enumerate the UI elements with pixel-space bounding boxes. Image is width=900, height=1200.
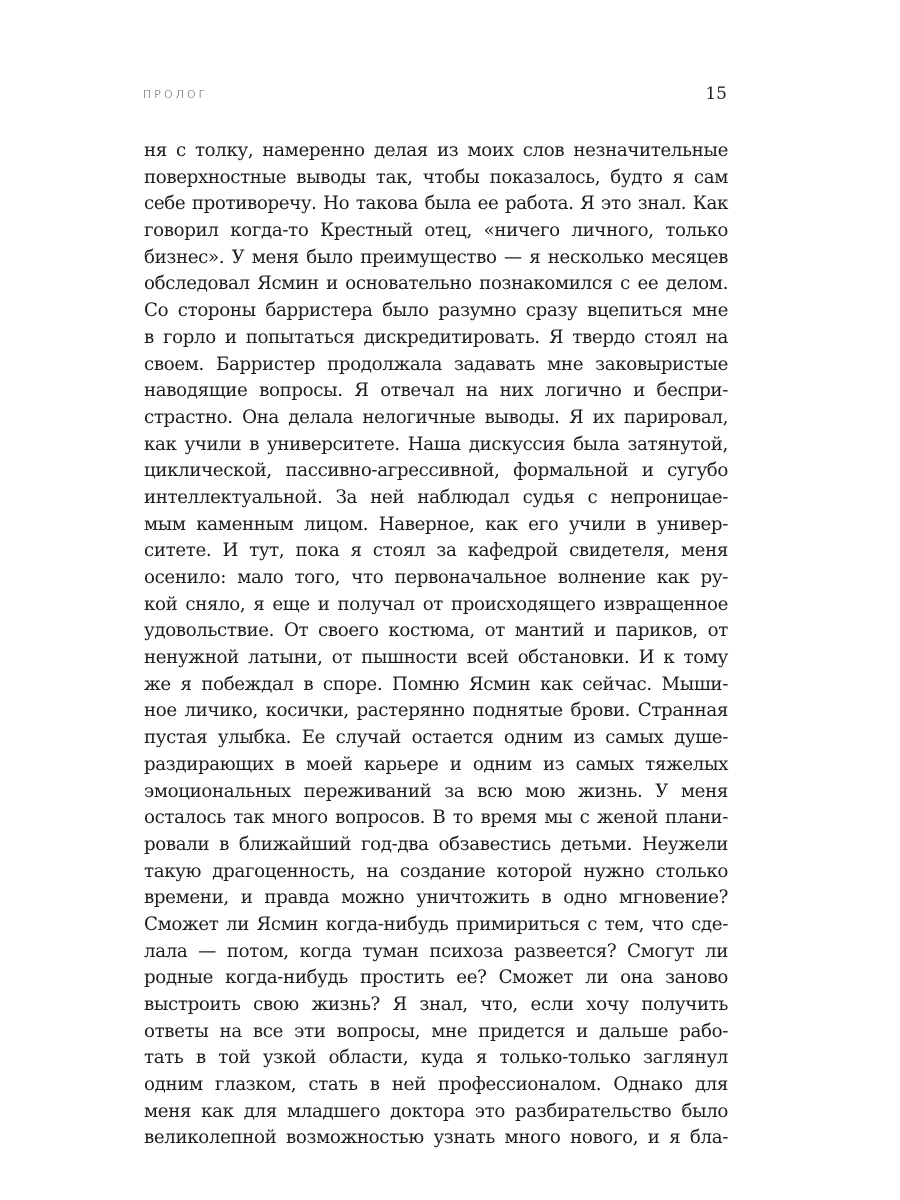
text-line: родные когда-нибудь простить ее? Сможет ли она заново	[144, 967, 728, 989]
text-line: ное личико, косички, растерянно поднятые брови. Странная	[144, 700, 728, 722]
text-line: осталось так много вопросов. В то время мы с женой плани-	[144, 807, 728, 829]
text-line: эмоциональных переживаний за всю мою жизнь. У меня	[144, 780, 728, 802]
body-text	[144, 138, 728, 1152]
text-line: говорил когда-то Крестный отец, «ничего личного, только	[144, 220, 728, 242]
text-line: тать в той узкой области, куда я только-только заглянул	[144, 1047, 728, 1069]
text-line: обследовал Ясмин и основательно познакомился с ее делом.	[144, 273, 728, 295]
text-line: такую драгоценность, на создание которой нужно столько	[144, 860, 728, 882]
text-line: как учили в университете. Наша дискуссия была затянутой,	[144, 433, 728, 455]
text-line: лала — потом, когда туман психоза развеется? Смогут ли	[144, 940, 728, 962]
text-line: в горло и попытаться дискредитировать. Я твердо стоял на	[144, 326, 728, 348]
text-line: раздирающих в моей карьере и одним из самых тяжелых	[144, 753, 728, 775]
text-line: бизнес». У меня было преимущество — я несколько месяцев	[144, 246, 728, 268]
text-line: одним глазком, стать в ней профессионалом. Однако для	[144, 1074, 728, 1096]
text-line: осенило: мало того, что первоначальное волнение как ру-	[144, 567, 728, 588]
text-line: себе противоречу. Но такова была ее работа. Я это знал. Как	[144, 193, 728, 215]
page-number: 15	[705, 84, 727, 104]
text-line: ситете. И тут, пока я стоял за кафедрой свидетеля, меня	[144, 540, 728, 562]
text-line: меня как для младшего доктора это разбирательство было	[144, 1100, 728, 1122]
text-line: ня с толку, намеренно делая из моих слов незначительные	[144, 140, 728, 161]
text-line: циклической, пассивно-агрессивной, формальной и сугубо	[144, 460, 728, 482]
text-line: ровали в ближайший год-два обзавестись детьми. Неужели	[144, 833, 728, 855]
text-line: времени, и правда можно уничтожить в одно мгновение?	[144, 887, 728, 909]
text-line: своем. Барристер продолжала задавать мне заковыристые	[144, 353, 728, 375]
text-line: страстно. Она делала нелогичные выводы. Я их парировал,	[144, 406, 728, 428]
text-line: пустая улыбка. Ее случай остается одним из самых душе-	[144, 727, 728, 749]
text-line: ненужной латыни, от пышности всей обстановки. И к тому	[144, 647, 728, 669]
text-line: Со стороны барристера было разумно сразу вцепиться мне	[144, 300, 728, 322]
text-line: удовольствие. От своего костюма, от мантий и париков, от	[144, 620, 728, 642]
text-line: великолепной возможностью узнать много нового, и я бла-	[144, 1127, 728, 1149]
text-line: выстроить свою жизнь? Я знал, что, если хочу получить	[144, 994, 728, 1015]
running-head-section-title: ПРОЛОГ	[143, 88, 208, 101]
text-line: мым каменным лицом. Наверное, как его учили в универ-	[144, 513, 728, 535]
text-line: наводящие вопросы. Я отвечал на них логично и беспри-	[144, 380, 728, 402]
text-line: поверхностные выводы так, чтобы показалось, будто я сам	[144, 166, 728, 188]
text-line: ответы на все эти вопросы, мне придется и дальше рабо-	[144, 1020, 728, 1042]
text-line: Сможет ли Ясмин когда-нибудь примириться с тем, что сде-	[144, 913, 728, 935]
text-line: же я побеждал в споре. Помню Ясмин как сейчас. Мыши-	[144, 673, 728, 695]
text-line: интеллектуальной. За ней наблюдал судья с непроницае-	[144, 486, 728, 508]
text-line: кой сняло, я еще и получал от происходящего извращенное	[144, 593, 728, 615]
